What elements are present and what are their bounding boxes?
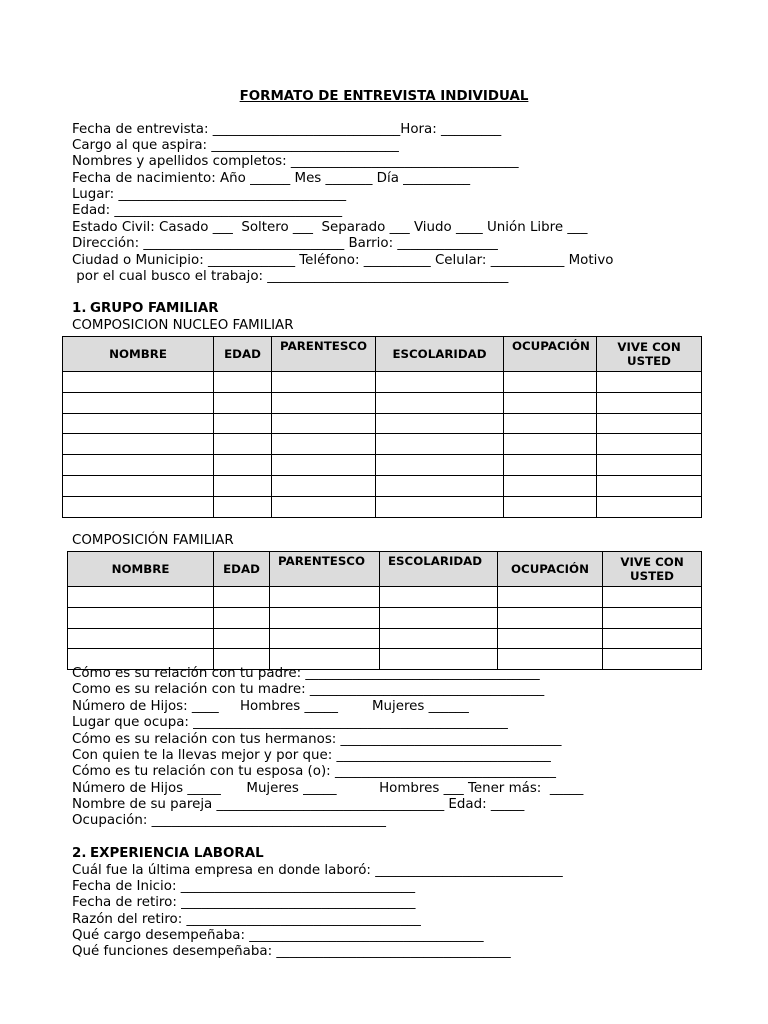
full-name-field: Nombres y apellidos completos: __________________________________ (72, 154, 519, 169)
table-cell[interactable] (597, 455, 702, 476)
end-date-field: Fecha de retiro: ___________________________________ (72, 895, 416, 910)
section-work-experience-heading (72, 846, 264, 862)
column-header-edad: EDAD (214, 552, 270, 587)
column-header-parentesco: PARENTESCO (272, 337, 376, 372)
table-cell[interactable] (63, 392, 214, 413)
table-cell[interactable] (597, 392, 702, 413)
table-cell[interactable] (498, 587, 603, 608)
section-title: EXPERIENCIA LABORAL (90, 846, 264, 861)
table-cell[interactable] (272, 455, 376, 476)
table-cell[interactable] (214, 607, 270, 628)
section-family-group-heading (72, 301, 219, 317)
section-title: GRUPO FAMILIAR (90, 301, 219, 316)
table-cell[interactable] (603, 649, 702, 670)
leave-reason-field: Razón del retiro: ___________________________________ (72, 912, 421, 927)
table-row (63, 496, 702, 517)
table-row (63, 475, 702, 496)
table-cell[interactable] (272, 413, 376, 434)
document-title: FORMATO DE ENTREVISTA INDIVIDUAL (239, 89, 529, 104)
table-row (63, 434, 702, 455)
table-header-row (63, 337, 702, 372)
table-cell[interactable] (63, 413, 214, 434)
address-field: Dirección: ______________________________ Barrio: _______________ (72, 236, 498, 251)
table-cell[interactable] (214, 434, 272, 455)
table-cell[interactable] (597, 434, 702, 455)
age-field: Edad: __________________________________ (72, 203, 343, 218)
table-cell[interactable] (376, 475, 504, 496)
table-cell[interactable] (380, 587, 498, 608)
father-relation-field: Cómo es su relación con tu padre: ___________________________________ (72, 666, 540, 681)
table-cell[interactable] (272, 496, 376, 517)
table-row (63, 392, 702, 413)
position-held-field: Qué cargo desempeñaba: ___________________________________ (72, 928, 484, 943)
column-header-ocupacion: OCUPACIÓN (504, 337, 597, 372)
column-header-edad: EDAD (214, 337, 272, 372)
table-cell[interactable] (603, 607, 702, 628)
partner-occupation-field: Ocupación: ___________________________________ (72, 813, 386, 828)
table-row (68, 587, 702, 608)
last-company-field: Cuál fue la última empresa en donde laboró: ____________________________ (72, 863, 563, 878)
mother-relation-field: Como es su relación con tu madre: ___________________________________ (72, 682, 545, 697)
table-cell[interactable] (272, 475, 376, 496)
civil-status-field: Estado Civil: Casado ___ Soltero ___ Separado ___ Viudo ____ Unión Libre ___ (72, 220, 588, 235)
table-row (63, 372, 702, 393)
table-cell[interactable] (214, 413, 272, 434)
family-composition-table (67, 551, 702, 670)
table-cell[interactable] (63, 455, 214, 476)
table-cell[interactable] (376, 434, 504, 455)
job-reason-field: por el cual busco el trabajo: ____________________________________ (72, 269, 509, 284)
column-header-nombre: NOMBRE (63, 337, 214, 372)
table-row (63, 455, 702, 476)
nuclear-family-caption: COMPOSICION NUCLEO FAMILIAR (72, 318, 294, 333)
start-date-field: Fecha de Inicio: ___________________________________ (72, 879, 416, 894)
table-cell[interactable] (504, 496, 597, 517)
spouse-relation-field: Cómo es tu relación con tu esposa (o): _________________________________ (72, 764, 556, 779)
table-cell[interactable] (376, 496, 504, 517)
best-relation-field: Con quien te la llevas mejor y por que: ________________________________ (72, 748, 551, 763)
table-cell[interactable] (376, 372, 504, 393)
table-cell[interactable] (376, 413, 504, 434)
table-cell[interactable] (270, 587, 380, 608)
family-composition-caption: COMPOSICIÓN FAMILIAR (72, 533, 234, 548)
table-cell[interactable] (68, 628, 214, 649)
table-cell[interactable] (214, 475, 272, 496)
column-header-vive-con-usted: VIVE CON USTED (603, 552, 702, 587)
table-cell[interactable] (597, 372, 702, 393)
table-row (68, 628, 702, 649)
table-cell[interactable] (214, 496, 272, 517)
table-cell[interactable] (498, 628, 603, 649)
table-cell[interactable] (214, 455, 272, 476)
table-cell[interactable] (597, 413, 702, 434)
table-row (68, 607, 702, 628)
table-cell[interactable] (63, 496, 214, 517)
table-cell[interactable] (214, 372, 272, 393)
children-count-field: Número de Hijos _____ Mujeres _____ Hombres ___ Tener más: _____ (72, 781, 584, 796)
table-cell[interactable] (68, 607, 214, 628)
interview-date-field: Fecha de entrevista: ____________________________Hora: _________ (72, 122, 502, 137)
table-cell[interactable] (376, 392, 504, 413)
table-cell[interactable] (272, 372, 376, 393)
table-cell[interactable] (603, 587, 702, 608)
table-cell[interactable] (272, 434, 376, 455)
table-cell[interactable] (504, 475, 597, 496)
table-cell[interactable] (380, 607, 498, 628)
table-cell[interactable] (214, 587, 270, 608)
contact-field: Ciudad o Municipio: _____________ Teléfono: __________ Celular: ___________ Motivo (72, 253, 614, 268)
table-cell[interactable] (504, 455, 597, 476)
column-header-escolaridad: ESCOLARIDAD (380, 552, 498, 587)
position-applied-field: Cargo al que aspira: ____________________________ (72, 138, 399, 153)
table-cell[interactable] (272, 392, 376, 413)
birth-date-field: Fecha de nacimiento: Año ______ Mes _______ Día __________ (72, 171, 471, 186)
table-cell[interactable] (597, 475, 702, 496)
column-header-vive-con-usted: VIVE CON USTED (597, 337, 702, 372)
column-header-parentesco: PARENTESCO (270, 552, 380, 587)
table-cell[interactable] (603, 628, 702, 649)
table-cell[interactable] (270, 607, 380, 628)
table-cell[interactable] (504, 413, 597, 434)
column-header-nombre: NOMBRE (68, 552, 214, 587)
table-cell[interactable] (498, 607, 603, 628)
table-cell[interactable] (380, 628, 498, 649)
siblings-count-field: Número de Hijos: ____ Hombres _____ Mujeres ______ (72, 699, 469, 714)
column-header-ocupacion: OCUPACIÓN (498, 552, 603, 587)
duties-field: Qué funciones desempeñaba: ___________________________________ (72, 944, 511, 959)
table-cell[interactable] (504, 372, 597, 393)
table-cell[interactable] (376, 455, 504, 476)
table-cell[interactable] (63, 434, 214, 455)
siblings-relation-field: Cómo es su relación con tus hermanos: _________________________________ (72, 732, 562, 747)
column-header-escolaridad: ESCOLARIDAD (376, 337, 504, 372)
table-header-row (68, 552, 702, 587)
table-row (63, 413, 702, 434)
birth-order-field: Lugar que ocupa: _______________________________________________ (72, 715, 508, 730)
table-cell[interactable] (68, 587, 214, 608)
nuclear-family-table (62, 336, 702, 518)
table-cell[interactable] (504, 434, 597, 455)
table-cell[interactable] (270, 628, 380, 649)
table-cell[interactable] (597, 496, 702, 517)
birth-place-field: Lugar: __________________________________ (72, 187, 347, 202)
table-cell[interactable] (504, 392, 597, 413)
section-number: 2. (72, 846, 87, 861)
partner-name-field: Nombre de su pareja __________________________________ Edad: _____ (72, 797, 525, 812)
table-cell[interactable] (214, 628, 270, 649)
table-cell[interactable] (63, 372, 214, 393)
table-cell[interactable] (63, 475, 214, 496)
section-number: 1. (72, 301, 87, 316)
table-cell[interactable] (214, 392, 272, 413)
